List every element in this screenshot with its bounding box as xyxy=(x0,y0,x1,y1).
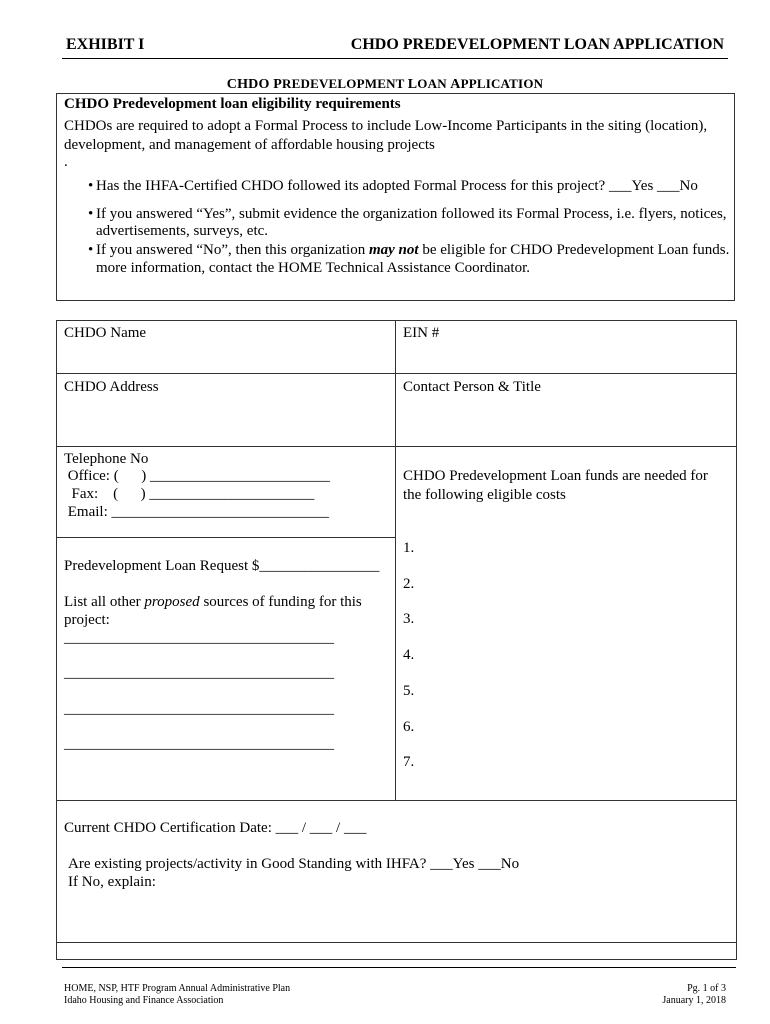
funding-source-line-2[interactable]: ____________________________________ xyxy=(64,665,334,681)
exhibit-label: EXHIBIT I xyxy=(66,36,145,53)
loan-request-field[interactable]: Predevelopment Loan Request $________________ xyxy=(64,558,380,574)
footer-date: January 1, 2018 xyxy=(662,995,726,1006)
bullet-yes: If you answered “Yes”, submit evidence the organization followed its Formal Process, i.e. flyers, notices, xyxy=(96,206,727,222)
eligible-cost-item-3[interactable]: 3. xyxy=(403,611,415,627)
subtitle-part: A xyxy=(450,77,461,92)
eligible-cost-item-5[interactable]: 5. xyxy=(403,683,415,699)
bullet-yes: advertisements, surveys, etc. xyxy=(96,223,269,239)
funding-source-line-1[interactable]: ____________________________________ xyxy=(64,630,334,646)
office-phone-field[interactable]: Office: ( ) ________________________ xyxy=(64,468,330,484)
subtitle-part: CHDO xyxy=(226,77,274,92)
footer-page: Pg. 1 of 3 xyxy=(687,983,726,994)
bullet-formal-process: Has the IHFA-Certified CHDO followed its adopted Formal Process for this project? ___Yes ___No xyxy=(96,178,698,194)
subtitle-part: PPLICATION xyxy=(460,76,544,91)
bullet-no xyxy=(96,241,736,260)
stray-dot: . xyxy=(64,154,68,170)
eligible-cost-item-6[interactable]: 6. xyxy=(403,719,415,735)
eligibility-intro: development, and management of affordable housing projects xyxy=(64,137,435,153)
bullet-icon: • xyxy=(88,206,94,222)
bullet-no-text: be eligible for CHDO Predevelopment Loan funds. xyxy=(418,242,730,258)
eligibility-intro: CHDOs are required to adopt a Formal Process to include Low-Income Participants in the siting (location), xyxy=(64,118,708,134)
other-funding-label: project: xyxy=(64,612,110,628)
eligible-cost-item-2[interactable]: 2. xyxy=(403,576,415,592)
good-standing-field[interactable]: Are existing projects/activity in Good Standing with IHFA? ___Yes ___No xyxy=(68,856,520,872)
row-divider xyxy=(56,537,395,538)
header-rule xyxy=(62,58,728,59)
contact-person-field[interactable]: Contact Person & Title xyxy=(403,379,541,395)
eligible-cost-item-7[interactable]: 7. xyxy=(403,754,415,770)
subtitle-part: L xyxy=(407,77,418,92)
eligibility-title: CHDO Predevelopment loan eligibility requirements xyxy=(64,96,401,112)
bullet-no-text: If you answered “No”, then this organization xyxy=(96,242,369,258)
row-divider xyxy=(56,446,737,447)
bullet-icon: • xyxy=(88,242,94,258)
bullet-no: more information, contact the HOME Technical Assistance Coordinator. xyxy=(96,260,530,276)
ein-field[interactable]: EIN # xyxy=(403,325,440,341)
subtitle-part: OAN xyxy=(417,76,451,91)
proposed-emphasis: proposed xyxy=(144,594,200,610)
header-title: CHDO PREDEVELOPMENT LOAN APPLICATION xyxy=(350,36,724,53)
may-not-emphasis: may not xyxy=(368,242,419,258)
footer-rule xyxy=(62,967,736,968)
eligible-cost-item-4[interactable]: 4. xyxy=(403,647,415,663)
telephone-label: Telephone No xyxy=(64,451,149,467)
eligible-cost-item-1[interactable]: 1. xyxy=(403,540,415,556)
certification-date-field[interactable]: Current CHDO Certification Date: ___ / ___ / ___ xyxy=(64,820,367,836)
row-divider xyxy=(56,800,737,801)
row-divider xyxy=(56,373,737,374)
if-no-explain-field[interactable]: If No, explain: xyxy=(68,874,156,890)
bullet-icon: • xyxy=(88,178,94,194)
chdo-name-field[interactable]: CHDO Name xyxy=(64,325,147,341)
form-subtitle xyxy=(0,76,770,93)
subtitle-part: P xyxy=(273,77,283,92)
footer-plan: HOME, NSP, HTF Program Annual Administrative Plan xyxy=(64,983,291,994)
subtitle-part: REDEVELOPMENT xyxy=(282,76,408,91)
eligible-costs-label: the following eligible costs xyxy=(403,487,566,503)
funding-source-line-3[interactable]: ____________________________________ xyxy=(64,701,334,717)
other-funding-text: List all other xyxy=(64,594,145,610)
column-divider xyxy=(395,320,396,800)
other-funding-label xyxy=(64,593,362,611)
fax-field[interactable]: Fax: ( ) ______________________ xyxy=(64,486,315,502)
chdo-address-field[interactable]: CHDO Address xyxy=(64,379,159,395)
other-funding-text: sources of funding for this xyxy=(199,594,362,610)
row-divider xyxy=(56,942,737,943)
footer-org: Idaho Housing and Finance Association xyxy=(64,995,224,1006)
email-field[interactable]: Email: _____________________________ xyxy=(64,504,329,520)
eligible-costs-label: CHDO Predevelopment Loan funds are needed for xyxy=(403,468,708,484)
funding-source-line-4[interactable]: ____________________________________ xyxy=(64,736,334,752)
